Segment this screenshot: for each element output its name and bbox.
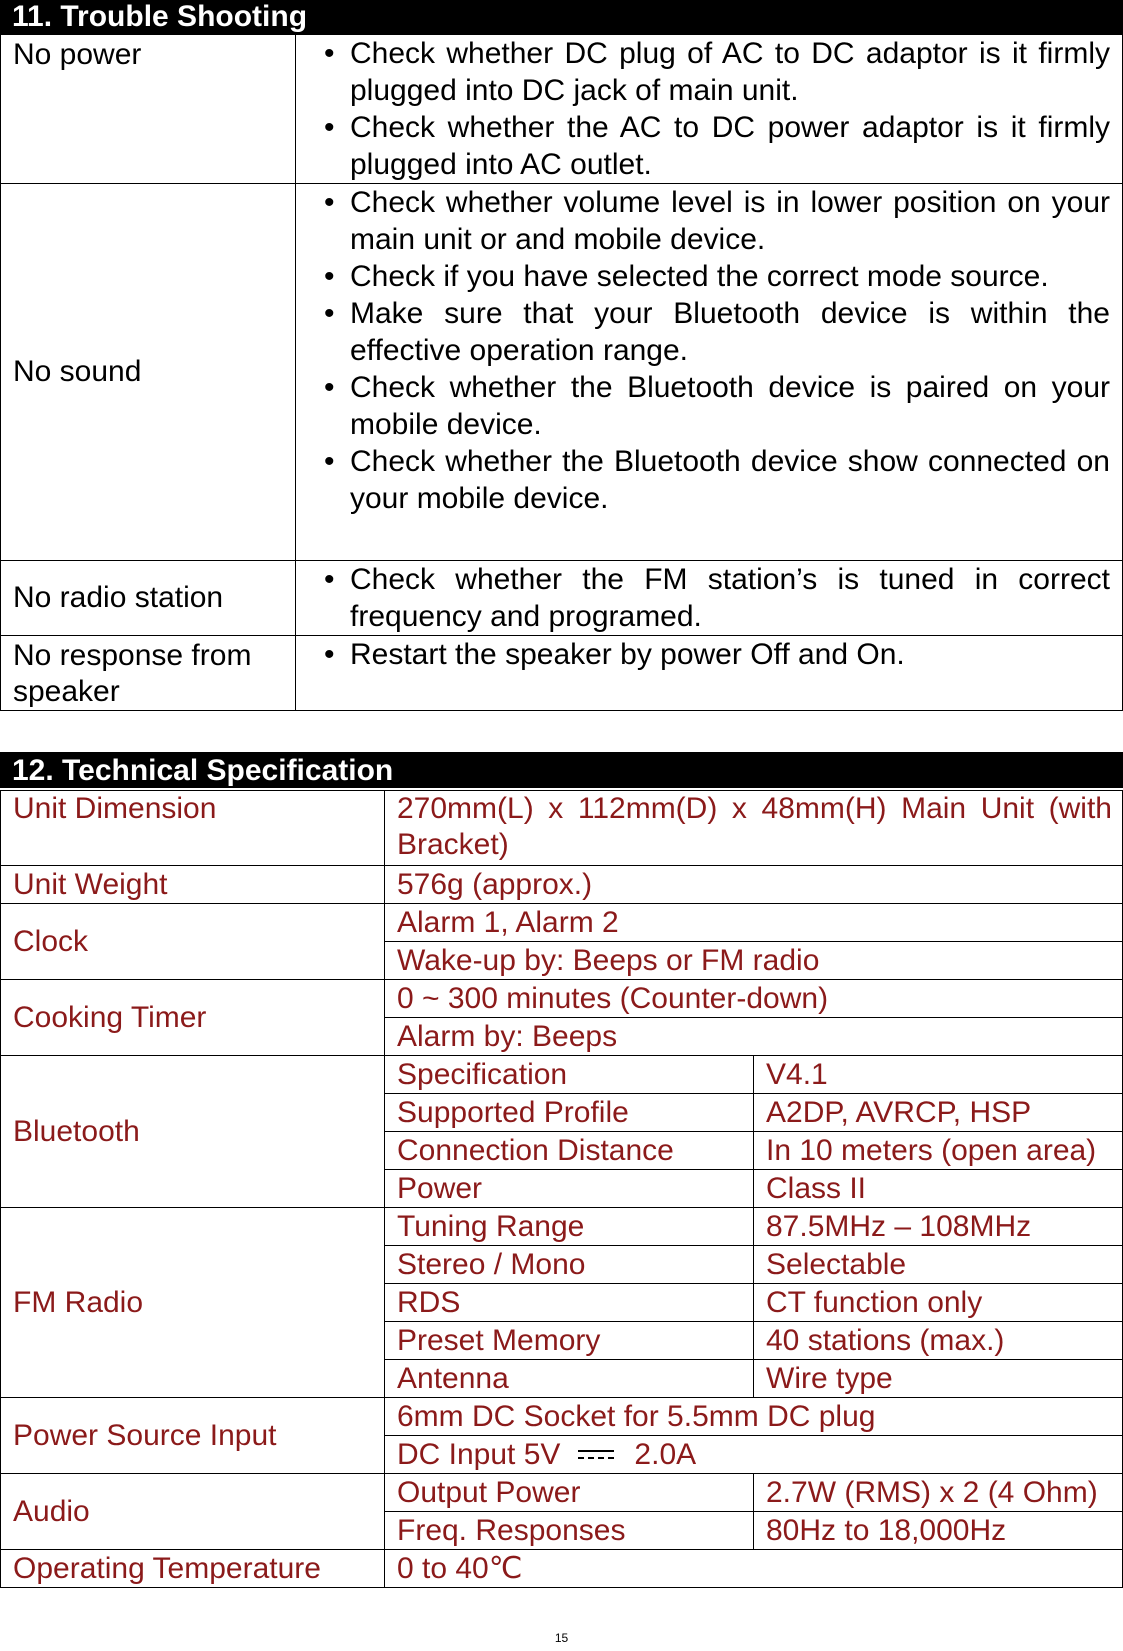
spec-label: FM Radio xyxy=(1,1208,385,1398)
table-row xyxy=(1,866,1123,904)
spec-value: 80Hz to 18,000Hz xyxy=(754,1512,1123,1550)
spec-label: Power Source Input xyxy=(1,1398,385,1474)
table-row xyxy=(1,980,1123,1018)
table-row xyxy=(1,35,1123,184)
spec-value: 6mm DC Socket for 5.5mm DC plug xyxy=(385,1398,1123,1436)
spec-value: 0 ~ 300 minutes (Counter-down) xyxy=(385,980,1123,1018)
technical-specification-heading: 12. Technical Specification xyxy=(0,752,1123,788)
table-row xyxy=(1,791,1123,866)
spec-value: 0 to 40℃ xyxy=(385,1550,1123,1588)
spec-value: Class II xyxy=(754,1170,1123,1208)
spec-sublabel: Preset Memory xyxy=(385,1322,754,1360)
solution-item: • Check whether the FM station’s is tuned in correct frequency and programed. xyxy=(324,561,1110,635)
problem-cell: No power xyxy=(1,35,296,184)
trouble-shooting-heading: 11. Trouble Shooting xyxy=(0,0,1123,34)
table-row xyxy=(1,1208,1123,1246)
table-row xyxy=(1,1550,1123,1588)
solution-item: • Check if you have selected the correct mode source. xyxy=(324,258,1110,295)
spec-label: Clock xyxy=(1,904,385,980)
dc-current-icon xyxy=(578,1446,614,1466)
spec-value: 40 stations (max.) xyxy=(754,1322,1123,1360)
solution-cell xyxy=(296,184,1123,561)
table-row xyxy=(1,904,1123,942)
spec-label: Audio xyxy=(1,1474,385,1550)
solution-item: • Check whether the Bluetooth device is paired on your mobile device. xyxy=(324,369,1110,443)
spec-value: Alarm by: Beeps xyxy=(385,1018,1123,1056)
spec-sublabel: Specification xyxy=(385,1056,754,1094)
spec-label: Unit Dimension xyxy=(1,791,385,866)
spec-sublabel: Tuning Range xyxy=(385,1208,754,1246)
table-row xyxy=(1,1474,1123,1512)
spec-sublabel: Output Power xyxy=(385,1474,754,1512)
spec-value: CT function only xyxy=(754,1284,1123,1322)
trouble-shooting-table xyxy=(0,34,1123,711)
spec-value: 576g (approx.) xyxy=(385,866,1123,904)
spec-label: Bluetooth xyxy=(1,1056,385,1208)
solution-item: • Restart the speaker by power Off and On. xyxy=(324,636,1110,673)
spec-value: 87.5MHz – 108MHz xyxy=(754,1208,1123,1246)
spec-sublabel: Supported Profile xyxy=(385,1094,754,1132)
solution-item: • Check whether DC plug of AC to DC adaptor is it firmly plugged into DC jack of main unit. xyxy=(324,35,1110,109)
spec-value: V4.1 xyxy=(754,1056,1123,1094)
solution-item: • Check whether the Bluetooth device show connected on your mobile device. xyxy=(324,443,1110,517)
table-row xyxy=(1,1398,1123,1436)
spec-value: A2DP, AVRCP, HSP xyxy=(754,1094,1123,1132)
solution-cell xyxy=(296,636,1123,711)
spec-value: Alarm 1, Alarm 2 xyxy=(385,904,1123,942)
spec-sublabel: Power xyxy=(385,1170,754,1208)
spec-value: 2.7W (RMS) x 2 (4 Ohm) xyxy=(754,1474,1123,1512)
spec-value: Wake-up by: Beeps or FM radio xyxy=(385,942,1123,980)
page-number: 15 xyxy=(554,1631,569,1645)
spec-value: Selectable xyxy=(754,1246,1123,1284)
table-row xyxy=(1,1056,1123,1094)
spec-label: Operating Temperature xyxy=(1,1550,385,1588)
problem-cell: No sound xyxy=(1,184,296,561)
table-row xyxy=(1,561,1123,636)
solution-cell xyxy=(296,561,1123,636)
dc-input-prefix: DC Input 5V xyxy=(397,1437,561,1471)
solution-item: • Make sure that your Bluetooth device is within the effective operation range. xyxy=(324,295,1110,369)
solution-item: • Check whether volume level is in lower position on your main unit or and mobile device. xyxy=(324,184,1110,258)
dc-input-suffix: 2.0A xyxy=(634,1437,697,1471)
spec-label: Cooking Timer xyxy=(1,980,385,1056)
technical-specification-table xyxy=(0,790,1123,1588)
spec-sublabel: Freq. Responses xyxy=(385,1512,754,1550)
spec-sublabel: Connection Distance xyxy=(385,1132,754,1170)
table-row xyxy=(1,636,1123,711)
spec-value: 270mm(L) x 112mm(D) x 48mm(H) Main Unit (with Bracket) xyxy=(385,791,1123,866)
spec-sublabel: Stereo / Mono xyxy=(385,1246,754,1284)
solution-item: • Check whether the AC to DC power adaptor is it firmly plugged into AC outlet. xyxy=(324,109,1110,183)
spec-sublabel: Antenna xyxy=(385,1360,754,1398)
spec-value: Wire type xyxy=(754,1360,1123,1398)
table-row xyxy=(1,184,1123,561)
spec-label: Unit Weight xyxy=(1,866,385,904)
problem-cell: No radio station xyxy=(1,561,296,636)
problem-cell: No response from speaker xyxy=(1,636,296,711)
solution-cell xyxy=(296,35,1123,184)
spec-value xyxy=(385,1436,1123,1474)
spec-value: In 10 meters (open area) xyxy=(754,1132,1123,1170)
spec-sublabel: RDS xyxy=(385,1284,754,1322)
